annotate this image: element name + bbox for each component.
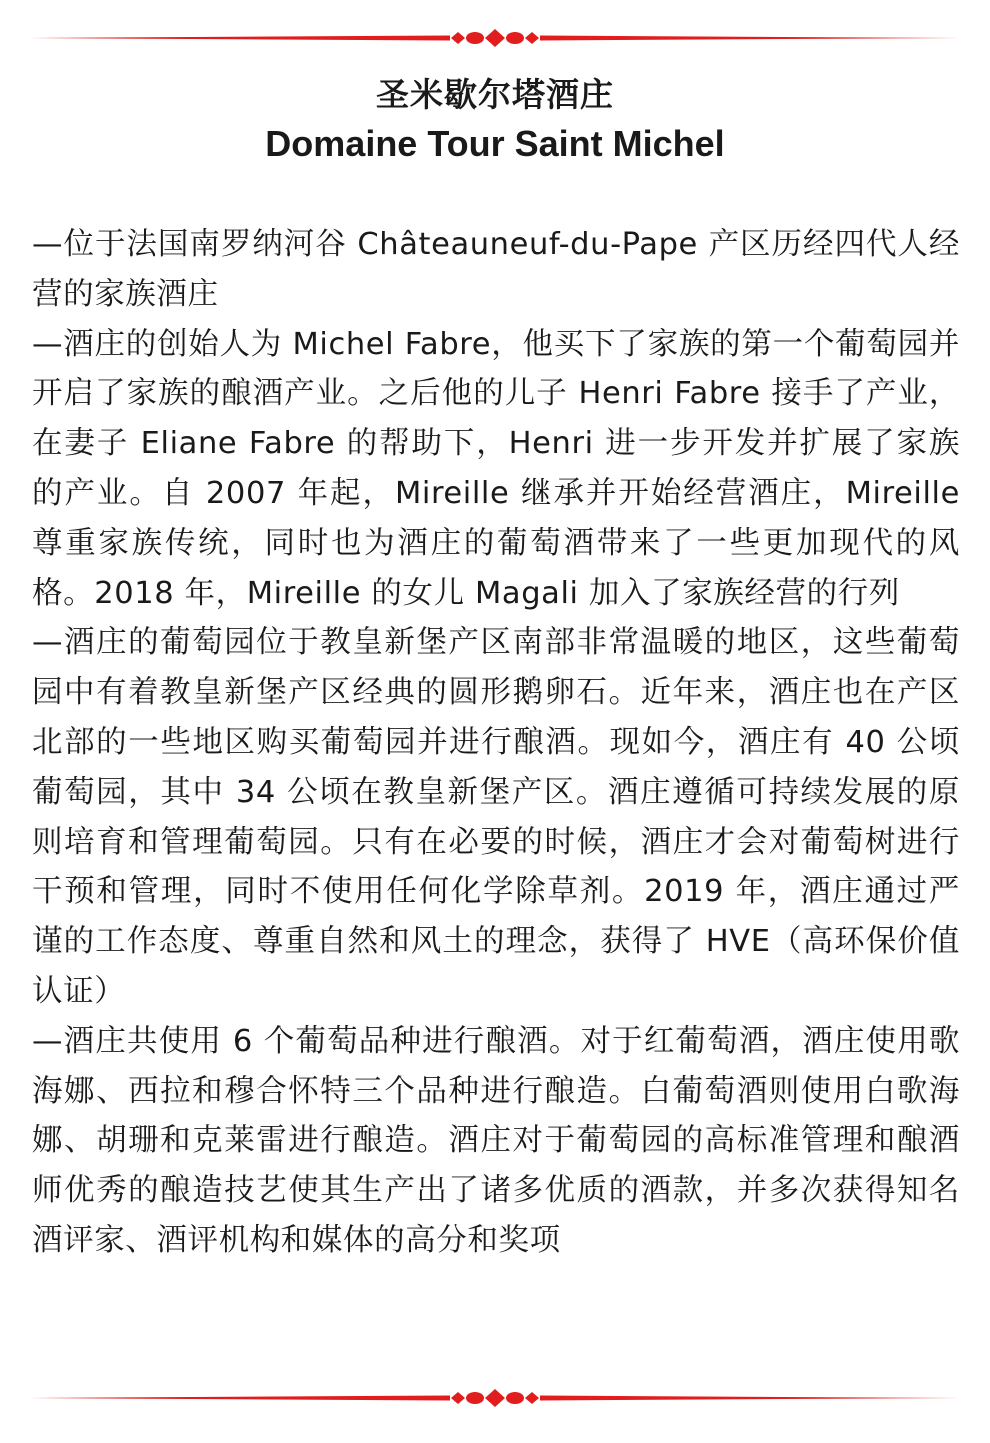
winery-description [32,220,960,1266]
paragraph-location: —位于法国南罗纳河谷 Châteauneuf-du-Pape 产区历经四代人经营的家族酒庄 [32,227,960,312]
winery-title-english: Domaine Tour Saint Michel [265,123,725,164]
top-ornamental-divider [30,26,960,50]
bottom-ornamental-divider [30,1386,960,1410]
title-block [0,72,990,170]
paragraph-history: —酒庄的创始人为 Michel Fabre，他买下了家族的第一个葡萄园并开启了家族的酿酒产业。之后他的儿子 Henri Fabre 接手了产业，在妻子 Eliane Fabre 的帮助下，Henri 进一步开发并扩展了家族的产业。自 2007 年起，Mireille 继承并开始经营酒庄，Mireille 尊重家族传统，同时也为酒庄的葡萄酒带来了一些更加现代的风格。2018 年，Mireille 的女儿 Magali 加入了家族经营的行列 [32,326,960,611]
winery-title-chinese: 圣米歇尔塔酒庄 [376,75,614,114]
paragraph-varieties: —酒庄共使用 6 个葡萄品种进行酿酒。对于红葡萄酒，酒庄使用歌海娜、西拉和穆合怀特三个品种进行酿造。白葡萄酒则使用白歌海娜、胡珊和克莱雷进行酿造。酒庄对于葡萄园的高标准管理和酿酒师优秀的酿造技艺使其生产出了诸多优质的酒款，并多次获得知名酒评家、酒评机构和媒体的高分和奖项 [32,1023,960,1258]
paragraph-vineyards: —酒庄的葡萄园位于教皇新堡产区南部非常温暖的地区，这些葡萄园中有着教皇新堡产区经典的圆形鹅卵石。近年来，酒庄也在产区北部的一些地区购买葡萄园并进行酿酒。现如今，酒庄有 40 公顷葡萄园，其中 34 公顷在教皇新堡产区。酒庄遵循可持续发展的原则培育和管理葡萄园。只有在必要的时候，酒庄才会对葡萄树进行干预和管理，同时不使用任何化学除草剂。2019 年，酒庄通过严谨的工作态度、尊重自然和风土的理念，获得了 HVE（高环保价值认证） [32,625,960,1009]
